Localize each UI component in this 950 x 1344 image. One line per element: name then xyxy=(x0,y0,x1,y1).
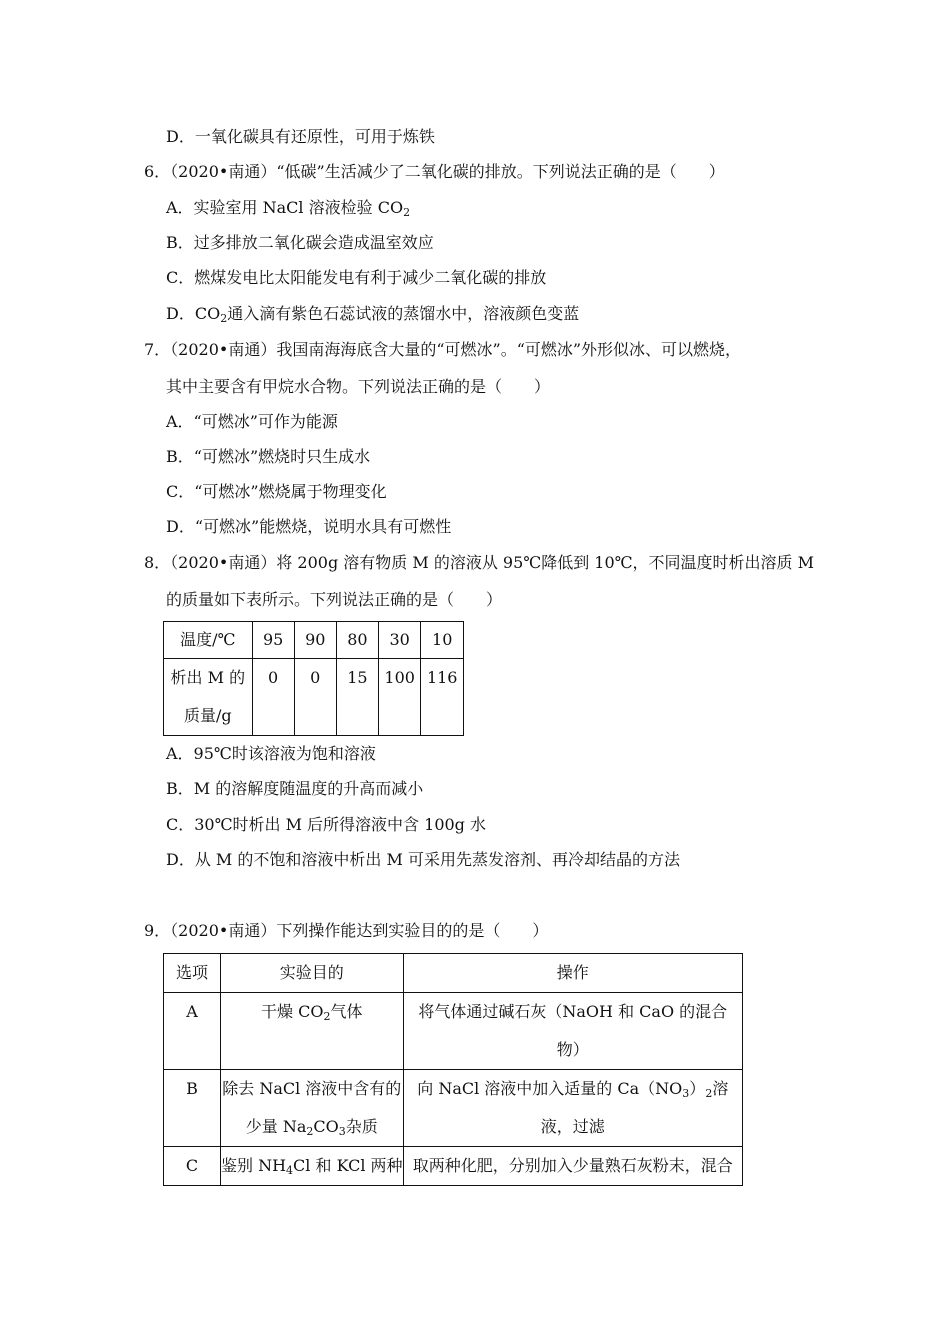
q6-option-d-post: 通入滴有紫色石蕊试液的蒸馏水中，溶液颜色变蓝 xyxy=(227,304,580,323)
q9-stem: 9．（2020•南通）下列操作能达到实验目的的是（ ） xyxy=(144,921,549,940)
q8-stem-line1: 8．（2020•南通）将 200g 溶有物质 M 的溶液从 95℃降低到 10℃，不同温度时析出溶质 M xyxy=(144,553,815,572)
q6-option-a xyxy=(166,197,410,219)
temp-cell: 90 xyxy=(294,622,336,659)
row-c-option: C xyxy=(164,1147,221,1186)
row-b-operation-line2: 液，过滤 xyxy=(540,1117,605,1136)
temp-cell: 10 xyxy=(421,622,464,659)
q7-option-a: A．“可燃冰”可作为能源 xyxy=(166,412,338,431)
q5-option-d: D．一氧化碳具有还原性，可用于炼铁 xyxy=(166,127,435,146)
mass-header-line1: 析出 M 的 xyxy=(170,668,246,687)
row-b-purpose-mid: CO xyxy=(313,1117,339,1136)
col-header-purpose: 实验目的 xyxy=(221,954,404,993)
temp-cell: 95 xyxy=(252,622,294,659)
q8-data-table xyxy=(163,621,464,736)
row-a-purpose-post: 气体 xyxy=(330,1002,363,1021)
row-b-op-mid: ） xyxy=(689,1079,706,1098)
q6-option-a-sub: 2 xyxy=(403,206,411,219)
row-b-purpose-line2 xyxy=(221,1108,403,1146)
row-a-purpose-pre: 干燥 CO xyxy=(261,1002,324,1021)
q7-option-c: C．“可燃冰”燃烧属于物理变化 xyxy=(166,482,387,501)
mass-header xyxy=(164,659,253,736)
table-row xyxy=(164,954,743,993)
row-b-purpose-line1: 除去 NaCl 溶液中含有的 xyxy=(222,1079,402,1098)
row-b-option: B xyxy=(164,1070,221,1147)
table-row xyxy=(164,1147,743,1186)
q7-option-b: B．“可燃冰”燃烧时只生成水 xyxy=(166,447,371,466)
table-row xyxy=(164,993,743,1070)
row-a-purpose xyxy=(221,993,404,1070)
mass-header-line2: 质量/g xyxy=(183,706,232,725)
row-b-op-sub2: 2 xyxy=(705,1087,713,1100)
q8-option-d: D．从 M 的不饱和溶液中析出 M 可采用先蒸发溶剂、再冷却结晶的方法 xyxy=(166,850,680,869)
row-c-operation: 取两种化肥，分别加入少量熟石灰粉末，混合 xyxy=(403,1147,742,1186)
row-b-operation-line1 xyxy=(404,1070,742,1108)
row-c-purpose xyxy=(221,1147,404,1186)
q6-option-c: C．燃煤发电比太阳能发电有利于减少二氧化碳的排放 xyxy=(166,268,547,287)
mass-cell: 116 xyxy=(421,659,464,736)
table-row xyxy=(164,622,464,659)
row-b-purpose xyxy=(221,1070,404,1147)
q9-operation-table xyxy=(163,953,743,1186)
q8-stem-line2: 的质量如下表所示。下列说法正确的是（ ） xyxy=(166,590,503,609)
row-b-operation xyxy=(403,1070,742,1147)
temp-header: 温度/℃ xyxy=(164,622,253,659)
temp-cell: 80 xyxy=(336,622,378,659)
col-header-option: 选项 xyxy=(164,954,221,993)
row-a-operation-line2: 物） xyxy=(556,1040,589,1059)
row-c-purpose-post: Cl 和 KCl 两种 xyxy=(293,1156,403,1175)
row-b-op-sub1: 3 xyxy=(682,1087,690,1100)
mass-cell: 0 xyxy=(294,659,336,736)
row-a-operation xyxy=(403,993,742,1070)
q6-option-b: B．过多排放二氧化碳会造成温室效应 xyxy=(166,233,434,252)
q8-option-b: B．M 的溶解度随温度的升高而减小 xyxy=(166,779,424,798)
table-row xyxy=(164,1070,743,1147)
q6-option-d-sub: 2 xyxy=(220,312,228,325)
mass-cell: 15 xyxy=(336,659,378,736)
row-b-op-post: 溶 xyxy=(712,1079,729,1098)
row-b-op-pre: 向 NaCl 溶液中加入适量的 Ca（NO xyxy=(417,1079,683,1098)
mass-cell: 0 xyxy=(252,659,294,736)
row-c-purpose-sub: 4 xyxy=(286,1164,294,1177)
row-b-purpose-sub2: 3 xyxy=(338,1125,346,1138)
temp-cell: 30 xyxy=(378,622,421,659)
col-header-operation: 操作 xyxy=(403,954,742,993)
row-c-purpose-pre: 鉴别 NH xyxy=(221,1156,287,1175)
q7-stem-line2: 其中主要含有甲烷水合物。下列说法正确的是（ ） xyxy=(166,377,551,396)
row-a-operation-line1: 将气体通过碱石灰（NaOH 和 CaO 的混合 xyxy=(418,1002,728,1021)
q8-option-a: A．95℃时该溶液为饱和溶液 xyxy=(166,744,376,763)
row-a-option: A xyxy=(164,993,221,1070)
q8-option-c: C．30℃时析出 M 后所得溶液中含 100g 水 xyxy=(166,815,487,834)
q7-stem-line1: 7．（2020•南通）我国南海海底含大量的“可燃冰”。“可燃冰”外形似冰、可以燃烧， xyxy=(144,340,742,359)
row-b-purpose-post: 杂质 xyxy=(345,1117,378,1136)
table-row xyxy=(164,659,464,736)
row-b-purpose-pre: 少量 Na xyxy=(245,1117,307,1136)
row-b-purpose-sub1: 2 xyxy=(306,1125,314,1138)
q6-option-d-pre: D．CO xyxy=(166,304,221,323)
q6-option-d xyxy=(166,303,579,325)
q6-option-a-text: A．实验室用 NaCl 溶液检验 CO xyxy=(166,198,404,217)
mass-cell: 100 xyxy=(378,659,421,736)
q7-option-d: D．“可燃冰”能燃烧，说明水具有可燃性 xyxy=(166,517,452,536)
row-a-purpose-sub: 2 xyxy=(323,1010,331,1023)
q6-stem: 6．（2020•南通）“低碳”生活减少了二氧化碳的排放。下列说法正确的是（ ） xyxy=(144,162,725,181)
